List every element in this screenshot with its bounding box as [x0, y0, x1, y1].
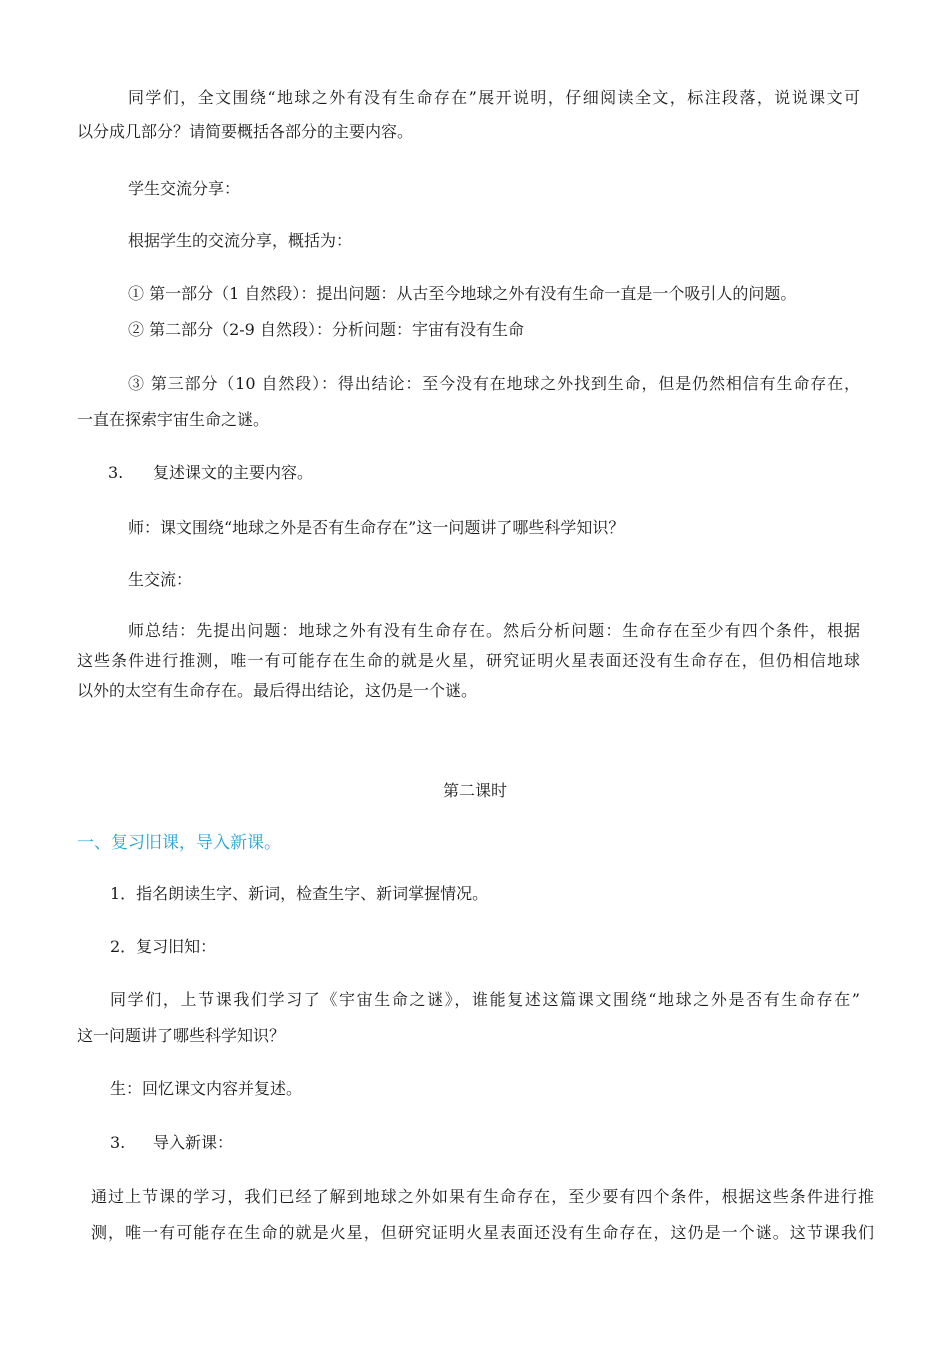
step-three-number: 3.: [108, 463, 124, 482]
teacher-summary-line-2: 这些条件进行推测，唯一有可能存在生命的就是火星，研究证明火星表面还没有生命存在，但仍相信地球: [77, 651, 860, 670]
teacher-question: 师：课文围绕“地球之外是否有生命存在”这一问题讲了哪些科学知识？: [128, 518, 625, 537]
part-one-item: ① 第一部分（1 自然段）：提出问题：从古至今地球之外有没有生命一直是一个吸引人的问题。: [128, 284, 797, 303]
student-recall: 生：回忆课文内容并复述。: [110, 1079, 303, 1098]
paragraph-intro-line-1: 同学们，全文围绕“地球之外有没有生命存在”展开说明，仔细阅读全文，标注段落，说说课文可: [128, 88, 860, 107]
review-paragraph-line-2: 这一问题讲了哪些科学知识？: [77, 1026, 286, 1045]
summary-lead: 根据学生的交流分享，概括为：: [128, 231, 353, 250]
intro-paragraph-line-2: 测，唯一有可能存在生命的就是火星，但研究证明火星表面还没有生命存在，这仍是一个谜。这节课我们: [91, 1223, 874, 1242]
teacher-summary-line-3: 以外的太空有生命存在。最后得出结论，这仍是一个谜。: [77, 681, 478, 700]
part-three-item-line-2: 一直在探索宇宙生命之谜。: [77, 410, 270, 429]
step-one-read-aloud: 1．指名朗读生字、新词，检查生字、新词掌握情况。: [110, 884, 489, 903]
part-three-item-line-1: ③ 第三部分（10 自然段）：得出结论：至今没有在地球之外找到生命，但是仍然相信有生命存在，: [128, 374, 860, 393]
step-three-text: 复述课文的主要内容。: [153, 463, 314, 482]
section-heading-review: 一、复习旧课，导入新课。: [77, 833, 281, 853]
step-three-b-number: 3.: [110, 1133, 126, 1152]
intro-paragraph-line-1: 通过上节课的学习，我们已经了解到地球之外如果有生命存在，至少要有四个条件，根据这些条件进行推: [91, 1187, 874, 1206]
student-exchange-label: 生交流：: [128, 570, 193, 589]
paragraph-intro-line-2: 以分成几部分？请简要概括各部分的主要内容。: [77, 122, 414, 141]
lesson-title: 第二课时: [442, 781, 507, 800]
step-three-b-text: 导入新课：: [153, 1133, 234, 1152]
review-paragraph-line-1: 同学们，上节课我们学习了《宇宙生命之谜》，谁能复述这篇课文围绕“地球之外是否有生命存在”: [110, 990, 860, 1009]
part-two-item: ② 第二部分（2-9 自然段）：分析问题：宇宙有没有生命: [128, 320, 524, 339]
teacher-summary-line-1: 师总结：先提出问题：地球之外有没有生命存在。然后分析问题：生命存在至少有四个条件，根据: [128, 621, 860, 640]
student-share-label: 学生交流分享：: [128, 179, 241, 198]
step-two-review: 2．复习旧知：: [110, 937, 217, 956]
